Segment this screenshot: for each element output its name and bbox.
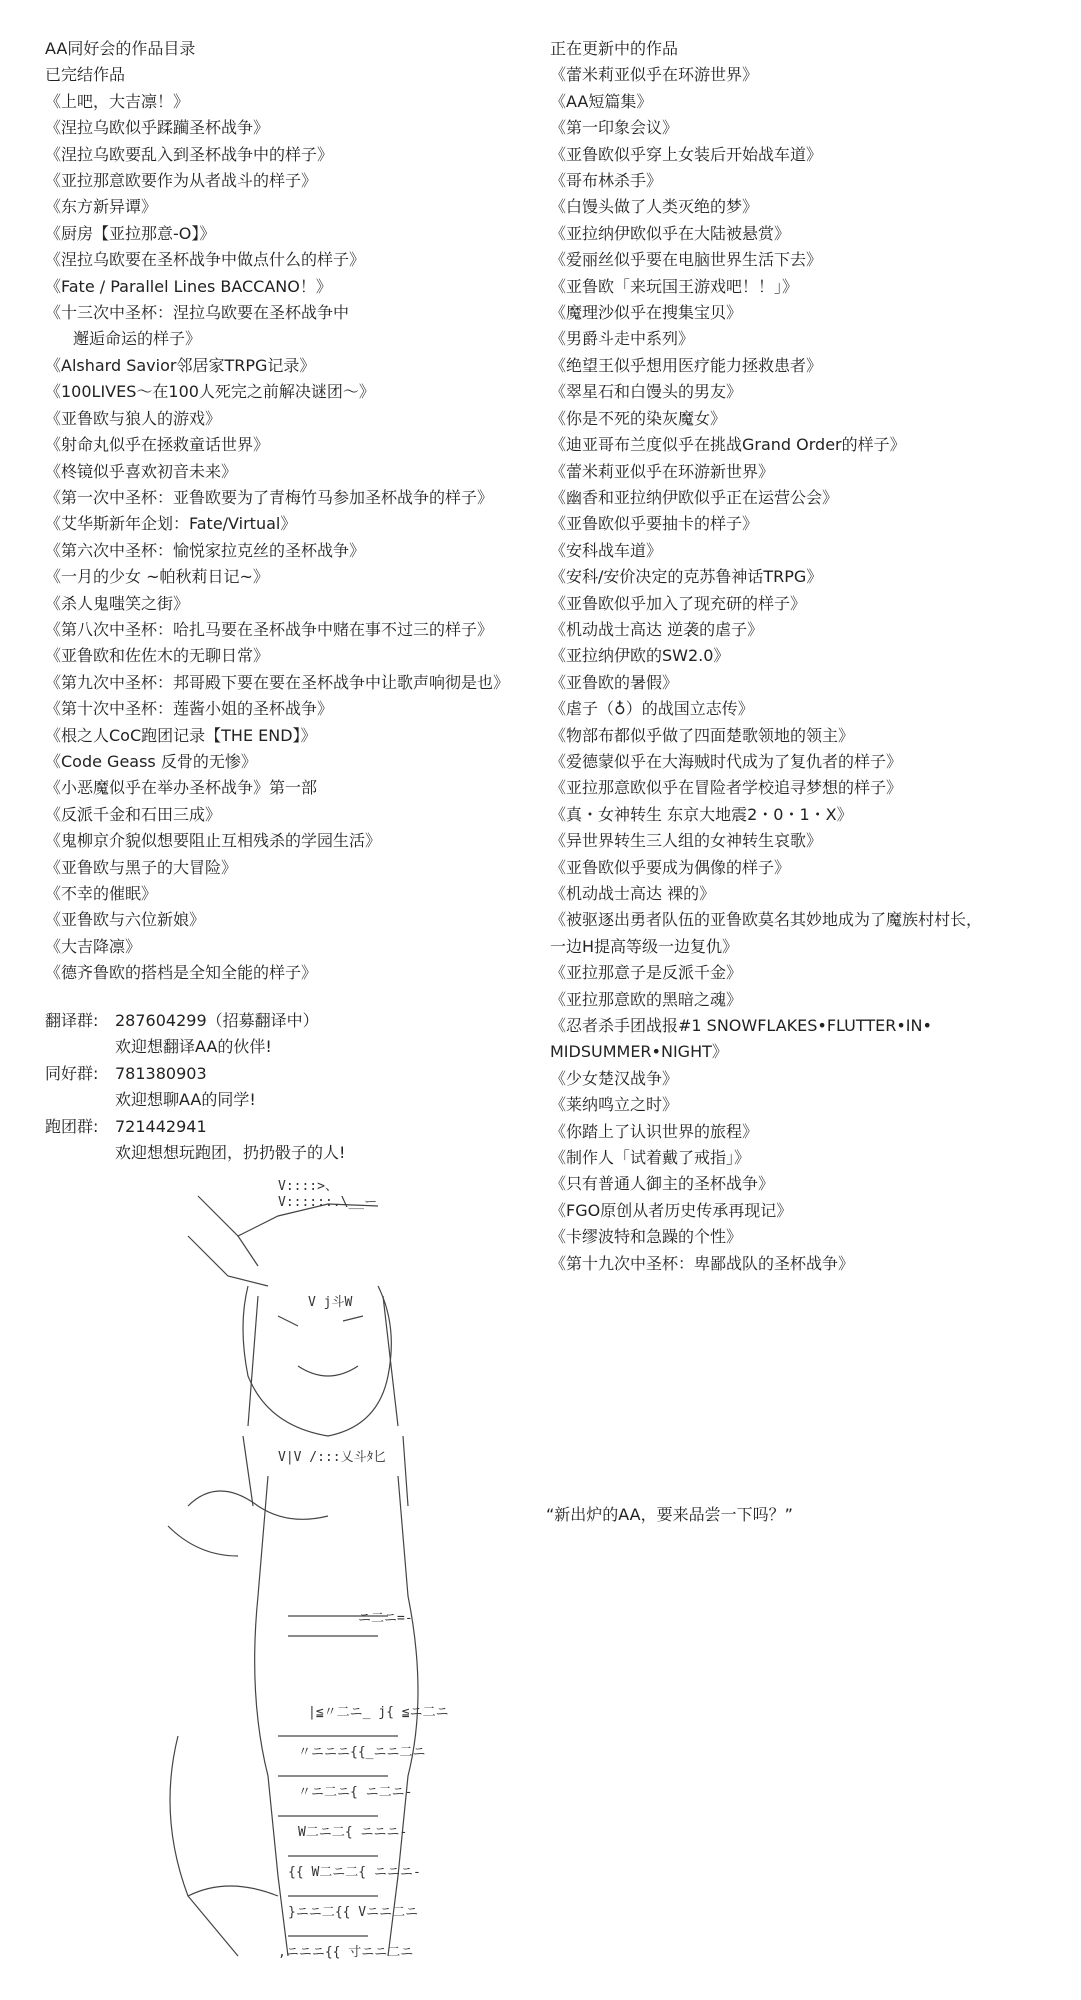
translate-group-note: 欢迎想翻译AA的伙伴!: [115, 1037, 272, 1057]
fan-group-number: 781380903: [115, 1063, 207, 1083]
work-title: 《亚鲁欧似乎穿上女装后开始战车道》: [550, 144, 823, 164]
work-title: 《幽香和亚拉纳伊欧似乎正在运营公会》: [550, 487, 839, 507]
trpg-group-note: 欢迎想想玩跑团，扔扔骰子的人!: [115, 1142, 346, 1162]
work-title: 《绝望王似乎想用医疗能力拯救患者》: [550, 355, 823, 375]
work-title: 《安科战车道》: [550, 540, 663, 560]
art-text-2: V::::::.\__ー: [278, 1195, 378, 1210]
work-title: 《鬼柳京介貌似想要阻止互相残杀的学园生活》: [45, 831, 382, 851]
work-title: 《亚鲁欧和佐佐木的无聊日常》: [45, 646, 270, 666]
work-title: 《亚鲁欧似乎要成为偶像的样子》: [550, 857, 791, 877]
work-title: 邂逅命运的样子》: [73, 329, 202, 349]
work-title: 《100LIVES～在100人死完之前解决谜团～》: [45, 382, 375, 402]
work-title: 《机动战士高达 裸的》: [550, 884, 716, 903]
work-title: 一边H提高等级一边复仇》: [550, 936, 739, 956]
work-title: 《亚鲁欧「来玩国王游戏吧！！」》: [550, 276, 799, 296]
work-title: 《少女楚汉战争》: [550, 1068, 679, 1088]
work-title: 《涅拉乌欧要乱入到圣杯战争中的样子》: [45, 144, 334, 164]
art-text-4: V|V /:::乂斗ﾀ匕: [278, 1450, 387, 1465]
art-text-11: }ニニ二{{ Vニニ二ニ: [288, 1905, 419, 1920]
work-title: 《Fate / Parallel Lines BACCANO！》: [45, 276, 332, 296]
work-title: 《虐子（♁）的战国立志传》: [550, 699, 754, 719]
work-title: 《亚拉那意欧的黑暗之魂》: [550, 989, 743, 1009]
trpg-group-label: 跑团群:: [45, 1116, 99, 1136]
work-title: 《亚鲁欧的暑假》: [550, 672, 679, 692]
ongoing-works-column: [550, 36, 1070, 1277]
work-title: 《亚鲁欧与狼人的游戏》: [45, 408, 222, 428]
work-title: 《第一印象会议》: [550, 118, 679, 138]
work-title: 《第八次中圣杯：哈扎马要在圣杯战争中赌在事不过三的样子》: [45, 619, 494, 639]
ascii-art-svg: [128, 1176, 528, 1996]
work-title: 《不幸的催眠》: [45, 884, 158, 903]
art-text-3: V j斗W: [308, 1295, 353, 1310]
work-title: MIDSUMMER•NIGHT》: [550, 1042, 728, 1062]
work-title: 《一月的少女 ~帕秋莉日记~》: [45, 567, 269, 587]
art-text-8: 〃ニ二ニ{ ニ二ニ-: [298, 1785, 413, 1800]
work-title: 《亚拉纳伊欧似乎在大陆被悬赏》: [550, 223, 791, 243]
work-title: 《忍者杀手团战报#1 SNOWFLAKES•FLUTTER•IN•: [550, 1016, 932, 1036]
translate-group-row: [45, 1008, 345, 1034]
work-title: 《Alshard Savior邻居家TRPG记录》: [45, 355, 316, 375]
work-title: 《迪亚哥布兰度似乎在挑战Grand Order的样子》: [550, 435, 906, 455]
fan-group-note: 欢迎想聊AA的同学!: [115, 1090, 256, 1110]
ascii-art-character-icon: [128, 1176, 528, 1996]
group-contacts: [45, 1008, 345, 1166]
translate-group-label: 翻译群:: [45, 1011, 99, 1030]
work-title: 《亚拉那意欧似乎在冒险者学校追寻梦想的样子》: [550, 778, 903, 798]
work-title: 《异世界转生三人组的女神转生哀歌》: [550, 831, 823, 851]
art-caption: “新出炉的AA，要来品尝一下吗？”: [546, 1505, 793, 1524]
trpg-group-row: [45, 1114, 345, 1140]
work-title: 《杀人鬼嗤笑之街》: [45, 593, 190, 613]
work-title: 《十三次中圣杯：涅拉乌欧要在圣杯战争中: [45, 303, 350, 323]
work-title: 《被驱逐出勇者队伍的亚鲁欧莫名其妙地成为了魔族村村长，: [550, 910, 983, 930]
work-title: 《大吉降凛》: [45, 936, 142, 956]
work-title: 《翠星石和白馒头的男友》: [550, 382, 743, 402]
work-title: 《爱德蒙似乎在大海贼时代成为了复仇者的样子》: [550, 751, 903, 771]
work-title: 《你是不死的染灰魔女》: [550, 408, 727, 428]
work-title: 《亚鲁欧与黑子的大冒险》: [45, 857, 238, 877]
work-title: 《第九次中圣杯：邦哥殿下要在要在圣杯战争中让歌声响彻是也》: [45, 672, 510, 692]
work-title: 《爱丽丝似乎要在电脑世界生活下去》: [550, 250, 823, 270]
work-title: 《根之人CoC跑团记录【THE END】》: [45, 725, 317, 745]
completed-heading: 已完结作品: [45, 65, 126, 85]
work-title: 《你踏上了认识世界的旅程》: [550, 1121, 759, 1141]
work-title: 《亚鲁欧似乎加入了现充研的样子》: [550, 593, 807, 613]
work-title: 《FGO原创从者历史传承再现记》: [550, 1200, 793, 1220]
work-title: 《第六次中圣杯：愉悦家拉克丝的圣杯战争》: [45, 540, 366, 560]
ongoing-heading: 正在更新中的作品: [550, 39, 679, 58]
catalog-title: AA同好会的作品目录: [45, 39, 196, 58]
art-text-top: V::::>、: [278, 1179, 338, 1194]
work-title: 《东方新异谭》: [45, 197, 158, 217]
translate-group-number: 287604299（招募翻译中）: [115, 1011, 319, 1030]
ongoing-works-list: [550, 62, 1070, 1277]
art-text-6: |≦〃二ニ_ j{ ≦ニ二ニ: [308, 1705, 449, 1720]
work-title: 《第一次中圣杯：亚鲁欧要为了青梅竹马参加圣杯战争的样子》: [45, 487, 494, 507]
work-title: 《艾华斯新年企划：Fate/Virtual》: [45, 514, 297, 534]
work-title: 《德齐鲁欧的搭档是全知全能的样子》: [45, 963, 318, 983]
work-title: 《上吧，大吉凛！》: [45, 91, 190, 111]
work-title: 《反派千金和石田三成》: [45, 804, 222, 824]
work-title: 《莱纳鸣立之时》: [550, 1095, 679, 1115]
work-title: 《柊镜似乎喜欢初音未来》: [45, 461, 238, 481]
work-title: 《亚拉那意欧要作为从者战斗的样子》: [45, 171, 318, 191]
work-title: 《制作人「试着戴了戒指」》: [550, 1148, 751, 1168]
trpg-group-number: 721442941: [115, 1116, 207, 1136]
art-text-9: W二ニ二{ ニニニ-: [298, 1825, 408, 1840]
art-text-10: {{ W二ニ二{ ニニニ-: [288, 1865, 421, 1880]
work-title: 《真・女神转生 东京大地震2・0・1・X》: [550, 804, 853, 824]
work-title: 《AA短篇集》: [550, 91, 653, 111]
work-title: 《魔理沙似乎在搜集宝贝》: [550, 303, 743, 323]
work-title: 《涅拉乌欧要在圣杯战争中做点什么的样子》: [45, 250, 366, 270]
work-title: 《安科/安价决定的克苏鲁神话TRPG》: [550, 567, 823, 587]
work-title: 《亚鲁欧与六位新娘》: [45, 910, 206, 930]
work-title: 《亚鲁欧似乎要抽卡的样子》: [550, 514, 759, 534]
work-title: 《第十九次中圣杯：卑鄙战队的圣杯战争》: [550, 1253, 855, 1273]
work-title: 《射命丸似乎在拯救童话世界》: [45, 435, 270, 455]
work-title: 《只有普通人御主的圣杯战争》: [550, 1174, 775, 1194]
work-title: 《物部布都似乎做了四面楚歌领地的领主》: [550, 725, 855, 745]
work-title: 《哥布林杀手》: [550, 171, 663, 191]
work-title: 《男爵斗走中系列》: [550, 329, 695, 349]
art-text-12: ,ニニニ{{ 寸ニニ二ニ: [278, 1945, 414, 1960]
work-title: 《第十次中圣杯：莲酱小姐的圣杯战争》: [45, 699, 334, 719]
fan-group-label: 同好群:: [45, 1063, 99, 1083]
work-title: 《亚拉纳伊欧的SW2.0》: [550, 646, 730, 666]
work-title: 《Code Geass 反骨的无惨》: [45, 751, 257, 771]
work-title: 《小恶魔似乎在举办圣杯战争》第一部: [45, 778, 318, 798]
work-title: 《蕾米莉亚似乎在环游新世界》: [550, 461, 775, 481]
work-title: 《蕾米莉亚似乎在环游世界》: [550, 65, 759, 85]
work-title: 《涅拉乌欧似乎蹂躏圣杯战争》: [45, 118, 270, 138]
completed-works-column: [45, 36, 535, 987]
work-title: 《机动战士高达 逆袭的虐子》: [550, 619, 764, 639]
work-title: 《厨房【亚拉那意-O】》: [45, 223, 216, 243]
work-title: 《亚拉那意子是反派千金》: [550, 963, 743, 983]
art-text-5: ニ二ニ=-: [358, 1611, 413, 1626]
art-text-7: 〃ニニニ{{_ニニ二ニ: [298, 1745, 426, 1760]
work-title: 《卡缪波特和急躁的个性》: [550, 1227, 743, 1247]
work-title: 《白馒头做了人类灭绝的梦》: [550, 197, 759, 217]
fan-group-row: [45, 1061, 345, 1087]
completed-works-list: [45, 89, 535, 987]
